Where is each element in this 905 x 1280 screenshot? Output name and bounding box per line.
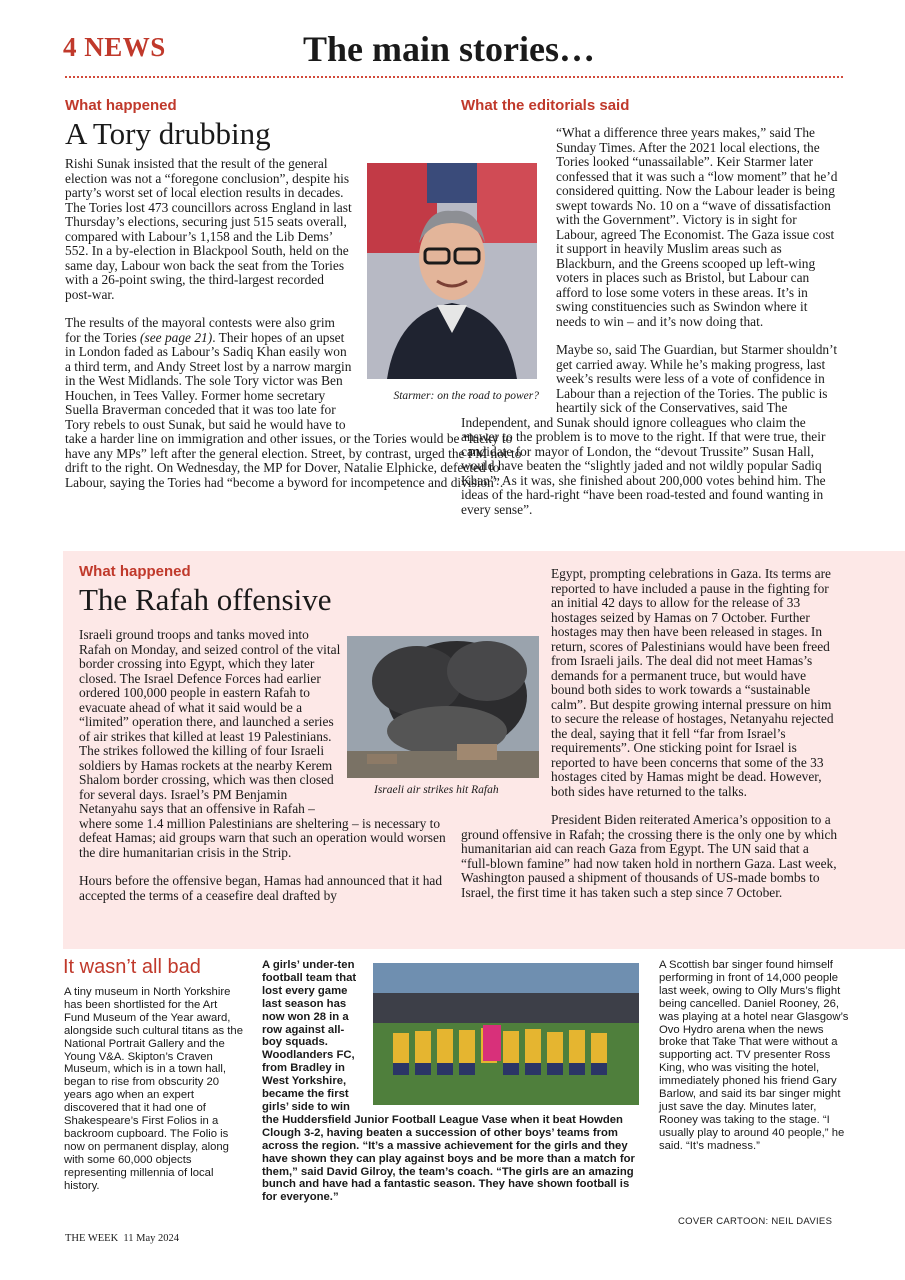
tory-paragraph-2: The results of the mayoral contests were also grim for the Tories (see page 21). Their hopes of an upset in London faded as Labour’s Sadiq Khan easily won a third term, and Andy Street lost by a narrow margin in the West Midlands. The sole Tory victor was Ben Houchen, in Tees Valley. Former home secretary Suella Braverman conceded that it was too late for Tory rebels to oust Sunak, but said he would have to take a harder line on immigration and other issues, or the Tories would be “lucky to have any MPs” left after the general election. Street, by contrast, urged the PM not to drift to the right. On Wednesday, the MP for Dover, Natalie Elphicke, defected to Labour, saying the Tories had “become a byword for incompetence and division”. xyxy=(65,315,522,490)
tory-paragraph-1: Rishi Sunak insisted that the result of the general election was not a “foregone conclusion”, despite his party’s worst set of local election results in decades. The Tories lost 473 councillors across England in last Thursday’s elections, securing just 515 seats overall, compared with Labour’s 1,158 and the Lib Dems’ 552. In a by-election in Blackpool South, held on the same day, Labour won back the seat from the Tories with a 26-point swing, the third-largest recorded post-war. xyxy=(65,156,352,302)
page-folio: THE WEEK 11 May 2024 xyxy=(65,1233,180,1244)
rafah-headline: The Rafah offensive xyxy=(79,582,332,617)
header-divider xyxy=(65,76,843,78)
editorials-photo-space xyxy=(461,156,556,414)
rafah-photo xyxy=(347,636,539,778)
starmer-caption: Starmer: on the road to power? xyxy=(393,390,539,402)
tory-kicker: What happened xyxy=(65,97,177,114)
not-bad-col3: A Scottish bar singer found himself performing in front of 14,000 people last week, owing to Olly Murs’s flight being cancelled. Daniel Rooney, 26, was playing at a hotel near Glasgow’s Ovo Hydro arena when the news broke that Take That were without a supporting act. TV presenter Ross King, who was visiting the hotel, immediately phoned his friend Gary Barlow, and said its bar singer might just save the day. Minutes later, Rooney was taking to the stage. “I usually play to around 40 people,” he said. “It’s madness.” xyxy=(659,959,849,1152)
rafah-paragraph-1: Israeli ground troops and tanks moved into Rafah on Monday, and seized control of the vital border crossing into Egypt, which they later closed. The Israel Defence Forces had earlier ordered 100,000 people in eastern Rafah to evacuate ahead of what it said would be a “limited” operation there, and launched a series of air strikes that killed at least 19 Palestinians. The strikes followed the killing of four Israeli soldiers by Hamas rockets at the nearby Kerem Shalom border crossing, which was then closed for several days. Israel’s PM Benjamin Netanyahu says that an offensive in Rafah – where some 1.4 million Palestinians are sheltering – is necessary to defeat Hamas; aid groups warn that such an operation would worsen the dire humanitarian crisis in the Strip. xyxy=(79,627,446,860)
editorials-kicker: What the editorials said xyxy=(461,97,630,114)
football-story-text: A girls’ under-ten football team that lost every game last season has now won 28 in a row against all-boy squads. Woodlanders FC, from Bradley in West Yorkshire, became the first girls’ side to win the Huddersfield Junior Football League Vase when it beat Howden Clough 3-2, having beaten a succession of other boys’ teams from across the region. “It’s a massive achievement for the girls and they have shown they can play against boys and be more than a match for them,” said David Gilroy, the team’s coach. “The girls are an amazing bunch and have had a fantastic season. They have shown football is for everyone.” xyxy=(262,959,635,1204)
smoke-image xyxy=(347,636,539,778)
rafah-paragraph-2: Hours before the offensive began, Hamas had announced that it had accepted the terms of a ceasefire deal drafted by xyxy=(79,873,443,903)
cover-credit: COVER CARTOON: NEIL DAVIES xyxy=(678,1216,833,1227)
football-team-image xyxy=(373,963,639,1105)
rafah-paragraph-3: Egypt, prompting celebrations in Gaza. Its terms are reported to have included a pause in the fighting for an initial 42 days to allow for the release of 33 hostages seized by Hamas on 7 October. Further hostages may then have been released in stages. In return, scores of Palestinians would have been freed from Israeli jails. The deal did not meet Hamas’s demands for a permanent truce, but would have bound both sides to work towards a “sustainable calm”. But despite growing internal pressure on him to secure the release of hostages, Netanyahu rejected the deal, saying that it fell “far from Israel’s requirements”. One sticking point for Israel is reported to have been concerns that some of the 33 hostages cited by Hamas might be dead. However, both sides have returned to the talks. xyxy=(551,566,834,799)
rafah-caption: Israeli air strikes hit Rafah xyxy=(374,784,499,796)
rafah-paragraph-4: President Biden reiterated America’s opposition to a ground offensive in Rafah; the crossing there is the only one by which humanitarian aid can reach Gaza from Egypt. The UN said that a “full-blown famine” had now taken hold in northern Gaza. Last week, Washington paused a shipment of thousands of US-made bombs to Israel, the first time it has taken such a step since 7 October. xyxy=(461,812,838,900)
not-bad-col1: A tiny museum in North Yorkshire has been shortlisted for the Art Fund Museum of the Year award, alongside such cultural titans as the National Portrait Gallery and the Young V&A. Skipton’s Craven Museum, which is in a town hall, began to rise from obscurity 20 years ago when an expert discovered that it had one of Shakespeare’s First Folios in a backroom cupboard. The Folio is now on permanent display, along with some 60,000 objects representing millennia of local history. xyxy=(64,986,243,1192)
rafah-kicker: What happened xyxy=(79,563,191,580)
page-title: The main stories… xyxy=(303,29,595,69)
page-reference: (see page 21) xyxy=(140,329,213,345)
tory-headline: A Tory drubbing xyxy=(65,116,271,151)
editorials-paragraph-2: Maybe so, said The Guardian, but Starmer shouldn’t get carried away. While he’s making progress, last week’s results were less of a vote of confidence in Labour than a rejection of the Tories. The public is heartily sick of the Conservatives, said The Independent, and Sunak should ignore colleagues who claim the answer to the problem is to move to the right. If that were true, their candidate for mayor of London, the “devout Trussite” Susan Hall, would have beaten the “slightly jaded and not wildly popular Sadiq Khan”. As it was, she finished about 200,000 votes behind him. The ideas of the hard-right “have been road-tested and found wanting in every sense”. xyxy=(461,342,838,517)
not-bad-heading: It wasn’t all bad xyxy=(63,956,201,978)
editorials-body xyxy=(461,126,841,540)
football-photo xyxy=(373,963,639,1105)
section-label: 4 NEWS xyxy=(63,32,166,62)
editorials-paragraph-1: “What a difference three years makes,” said The Sunday Times. After the 2021 local elections, the Tories looked “unassailable”. Keir Starmer later confessed that it was such a “low moment” that he’d considered quitting. Now the Labour leader is being swept towards No. 10 on a “wave of dissatisfaction with the Government”. Victory is in sight for Labour, agreed The Economist. The Gaza issue cost it support in heavily Muslim areas such as Blackburn, and the Greens scooped up left-wing voters in places such as Bristol, but Labour can afford to lose some voters in these areas. It’s in swing constituencies such as Swindon where it needs to win – and it’s now doing that. xyxy=(556,125,838,329)
